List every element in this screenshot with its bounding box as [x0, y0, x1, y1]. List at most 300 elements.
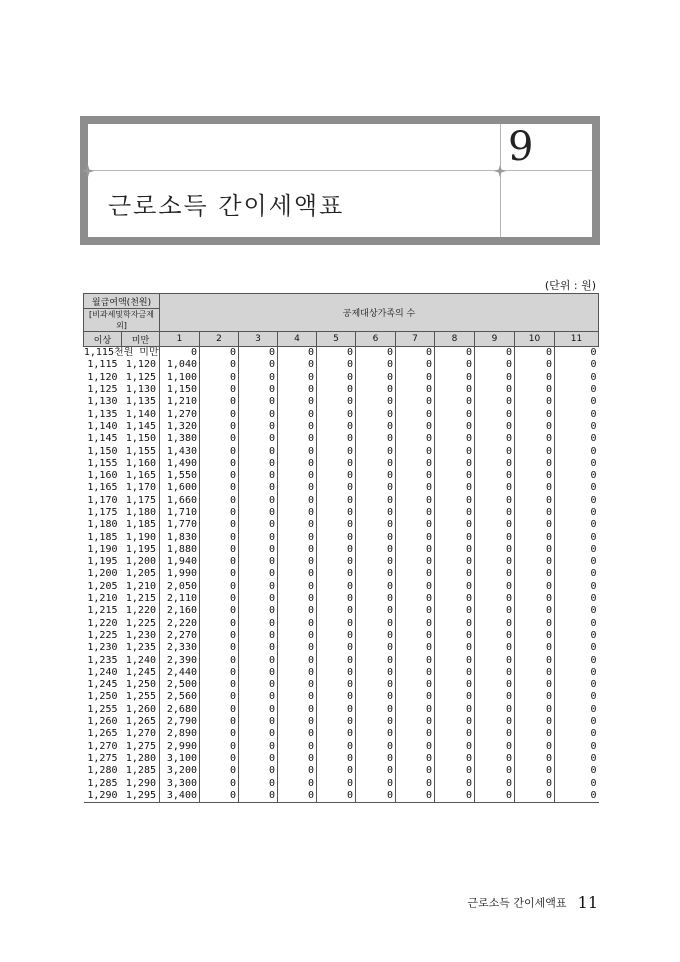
column-header-dependents: 1	[160, 332, 200, 347]
tax-cell: 0	[555, 704, 599, 716]
tax-cell: 0	[475, 679, 515, 691]
table-row	[84, 458, 599, 470]
tax-cell: 0	[317, 593, 356, 605]
range-high-cell: 1,170	[125, 482, 156, 494]
tax-cell: 0	[475, 396, 515, 408]
tax-cell: 0	[278, 531, 317, 543]
tax-cell: 0	[515, 765, 555, 777]
tax-cell: 0	[239, 372, 278, 384]
chapter-number: 9	[508, 124, 534, 170]
tax-cell: 0	[396, 642, 435, 654]
tax-cell-1: 2,220	[160, 618, 200, 630]
range-high-cell: 1,195	[125, 543, 156, 555]
tax-cell: 0	[555, 728, 599, 740]
tax-cell: 0	[278, 593, 317, 605]
range-low-cell: 1,235	[87, 654, 118, 666]
column-header-dependents: 2	[200, 332, 239, 347]
range-high-cell: 1,235	[125, 642, 156, 654]
table-row	[84, 667, 599, 679]
tax-cell: 0	[435, 667, 475, 679]
tax-table-body	[84, 347, 599, 803]
table-row	[84, 359, 599, 371]
tax-cell: 0	[435, 605, 475, 617]
tax-cell: 0	[515, 654, 555, 666]
range-low-cell: 1,240	[87, 666, 118, 678]
tax-cell: 0	[555, 458, 599, 470]
range-low-cell: 1,195	[87, 556, 118, 568]
range-low-cell: 1,225	[87, 629, 118, 641]
tax-cell: 0	[475, 482, 515, 494]
tax-cell: 0	[515, 507, 555, 519]
table-row	[84, 421, 599, 433]
tax-cell: 0	[555, 445, 599, 457]
tax-cell: 0	[278, 618, 317, 630]
tax-cell: 0	[515, 421, 555, 433]
table-cell: 0	[435, 347, 475, 360]
range-high-cell: 1,210	[125, 580, 156, 592]
table-row	[84, 618, 599, 630]
tax-cell-1: 2,390	[160, 654, 200, 666]
tax-cell: 0	[278, 765, 317, 777]
tax-cell: 0	[515, 593, 555, 605]
tax-cell: 0	[278, 581, 317, 593]
tax-cell: 0	[200, 458, 239, 470]
tax-cell: 0	[356, 458, 396, 470]
table-row	[84, 433, 599, 445]
tax-cell: 0	[515, 384, 555, 396]
footer-title: 근로소득 간이세액표	[467, 896, 567, 910]
tax-cell: 0	[435, 507, 475, 519]
column-header-dependents: 10	[515, 332, 555, 347]
tax-cell-1: 3,100	[160, 753, 200, 765]
table-row	[84, 544, 599, 556]
tax-cell: 0	[200, 618, 239, 630]
tax-cell: 0	[356, 507, 396, 519]
range-low-cell: 1,155	[87, 457, 118, 469]
tax-cell: 0	[435, 359, 475, 371]
tax-cell: 0	[555, 556, 599, 568]
tax-cell: 0	[317, 568, 356, 580]
tax-cell: 0	[200, 556, 239, 568]
tax-cell: 0	[515, 667, 555, 679]
range-low-cell: 1,220	[87, 617, 118, 629]
tax-cell: 0	[396, 470, 435, 482]
tax-cell: 0	[200, 581, 239, 593]
tax-cell: 0	[435, 716, 475, 728]
tax-cell: 0	[200, 384, 239, 396]
tax-cell: 0	[555, 421, 599, 433]
tax-cell-1: 2,890	[160, 728, 200, 740]
tax-cell: 0	[317, 359, 356, 371]
tax-cell: 0	[396, 765, 435, 777]
tax-cell: 0	[396, 753, 435, 765]
tax-cell: 0	[435, 495, 475, 507]
range-high-cell: 1,125	[125, 371, 156, 383]
tax-cell: 0	[239, 716, 278, 728]
tax-cell: 0	[475, 753, 515, 765]
range-low-cell: 1,165	[87, 482, 118, 494]
tax-cell: 0	[555, 531, 599, 543]
tax-cell: 0	[278, 384, 317, 396]
tax-cell: 0	[239, 765, 278, 777]
table-row	[84, 408, 599, 420]
tax-cell: 0	[317, 753, 356, 765]
tax-cell: 0	[475, 581, 515, 593]
tax-cell: 0	[200, 408, 239, 420]
range-high-cell: 1,150	[125, 433, 156, 445]
tax-cell: 0	[435, 421, 475, 433]
tax-cell: 0	[396, 581, 435, 593]
range-low-cell: 1,230	[87, 642, 118, 654]
tax-cell: 0	[475, 630, 515, 642]
tax-cell: 0	[515, 679, 555, 691]
header-dependents: 공제대상가족의 수	[160, 294, 599, 332]
tax-cell: 0	[435, 568, 475, 580]
tax-cell-1: 2,560	[160, 691, 200, 703]
table-row	[84, 556, 599, 568]
tax-cell: 0	[317, 630, 356, 642]
tax-cell: 0	[239, 458, 278, 470]
tax-cell: 0	[200, 531, 239, 543]
range-low-cell: 1,250	[87, 691, 118, 703]
chapter-title-panel	[88, 124, 592, 237]
tax-cell: 0	[278, 458, 317, 470]
tax-cell: 0	[356, 372, 396, 384]
tax-cell: 0	[475, 458, 515, 470]
tax-cell: 0	[515, 433, 555, 445]
tax-cell: 0	[278, 654, 317, 666]
tax-cell-1: 1,710	[160, 507, 200, 519]
tax-cell: 0	[278, 372, 317, 384]
tax-cell: 0	[278, 568, 317, 580]
tax-cell: 0	[515, 519, 555, 531]
tax-cell: 0	[475, 568, 515, 580]
tax-cell-1: 1,150	[160, 384, 200, 396]
tax-cell: 0	[435, 679, 475, 691]
range-high-cell: 1,205	[125, 568, 156, 580]
range-low-cell: 1,280	[87, 765, 118, 777]
first-row-label: 1,115천원 미만	[83, 347, 159, 359]
tax-cell: 0	[200, 741, 239, 753]
tax-cell: 0	[555, 618, 599, 630]
table-row	[84, 777, 599, 789]
tax-cell: 0	[475, 470, 515, 482]
tax-cell: 0	[475, 716, 515, 728]
tax-cell: 0	[317, 482, 356, 494]
tax-cell: 0	[278, 507, 317, 519]
tax-cell: 0	[356, 667, 396, 679]
table-row	[84, 630, 599, 642]
tax-cell: 0	[200, 593, 239, 605]
tax-cell: 0	[555, 359, 599, 371]
range-high-cell: 1,285	[125, 765, 156, 777]
tax-cell: 0	[555, 753, 599, 765]
tax-cell: 0	[475, 359, 515, 371]
range-low-cell: 1,205	[87, 580, 118, 592]
tax-cell: 0	[239, 704, 278, 716]
tax-cell: 0	[435, 777, 475, 789]
tax-cell: 0	[200, 654, 239, 666]
tax-cell: 0	[200, 667, 239, 679]
range-low-cell: 1,120	[87, 371, 118, 383]
tax-cell: 0	[200, 482, 239, 494]
tax-cell: 0	[435, 372, 475, 384]
tax-cell: 0	[435, 531, 475, 543]
range-high-cell: 1,245	[125, 666, 156, 678]
tax-cell: 0	[555, 679, 599, 691]
tax-cell: 0	[435, 458, 475, 470]
column-header-dependents: 7	[396, 332, 435, 347]
tax-cell: 0	[239, 507, 278, 519]
tax-cell: 0	[396, 691, 435, 703]
chapter-title: 근로소득 간이세액표	[108, 192, 345, 220]
tax-cell: 0	[356, 790, 396, 803]
tax-cell: 0	[396, 433, 435, 445]
tax-cell: 0	[200, 679, 239, 691]
tax-cell: 0	[200, 519, 239, 531]
tax-cell: 0	[239, 384, 278, 396]
tax-cell: 0	[278, 396, 317, 408]
tax-cell: 0	[356, 359, 396, 371]
tax-cell: 0	[396, 593, 435, 605]
range-low-cell: 1,115	[87, 359, 118, 371]
range-high-cell: 1,145	[125, 420, 156, 432]
tax-cell: 0	[435, 630, 475, 642]
tax-cell: 0	[475, 618, 515, 630]
tax-cell: 0	[396, 728, 435, 740]
column-header-dependents: 11	[555, 332, 599, 347]
range-high-cell: 1,240	[125, 654, 156, 666]
tax-cell: 0	[239, 777, 278, 789]
header-salary-range	[84, 294, 160, 309]
table-row	[84, 654, 599, 666]
tax-cell: 0	[475, 728, 515, 740]
tax-cell: 0	[200, 753, 239, 765]
tax-cell: 0	[396, 408, 435, 420]
tax-cell: 0	[200, 470, 239, 482]
tax-cell: 0	[317, 544, 356, 556]
star-ornament-icon	[494, 165, 506, 177]
tax-cell: 0	[317, 372, 356, 384]
tax-cell: 0	[356, 618, 396, 630]
chapter-title-box	[80, 116, 600, 245]
tax-cell: 0	[475, 741, 515, 753]
table-row	[84, 716, 599, 728]
tax-cell: 0	[515, 704, 555, 716]
tax-cell: 0	[396, 654, 435, 666]
tax-cell: 0	[200, 568, 239, 580]
tax-cell: 0	[200, 396, 239, 408]
tax-cell: 0	[396, 495, 435, 507]
table-row	[84, 605, 599, 617]
range-high-cell: 1,220	[125, 605, 156, 617]
tax-cell: 0	[475, 605, 515, 617]
tax-cell: 0	[356, 630, 396, 642]
tax-cell: 0	[396, 704, 435, 716]
tax-cell: 0	[515, 691, 555, 703]
tax-cell: 0	[475, 593, 515, 605]
tax-cell: 0	[200, 630, 239, 642]
tax-cell: 0	[317, 433, 356, 445]
column-header-dependents: 5	[317, 332, 356, 347]
tax-cell: 0	[356, 408, 396, 420]
tax-cell: 0	[317, 421, 356, 433]
tax-cell: 0	[396, 531, 435, 543]
tax-cell: 0	[555, 507, 599, 519]
tax-cell: 0	[435, 482, 475, 494]
tax-cell: 0	[200, 728, 239, 740]
tax-cell: 0	[515, 618, 555, 630]
tax-cell: 0	[239, 790, 278, 803]
column-header-dependents: 4	[278, 332, 317, 347]
tax-cell: 0	[278, 667, 317, 679]
tax-cell: 0	[278, 790, 317, 803]
tax-cell: 0	[515, 728, 555, 740]
tax-cell: 0	[356, 716, 396, 728]
tax-cell: 0	[555, 482, 599, 494]
tax-cell: 0	[475, 384, 515, 396]
tax-cell: 0	[356, 753, 396, 765]
tax-cell: 0	[239, 482, 278, 494]
range-low-cell: 1,190	[87, 543, 118, 555]
tax-cell: 0	[317, 408, 356, 420]
range-low-cell: 1,160	[87, 470, 118, 482]
range-high-cell: 1,215	[125, 593, 156, 605]
tax-cell-1: 1,040	[160, 359, 200, 371]
range-low-cell: 1,125	[87, 384, 118, 396]
tax-cell-1: 1,320	[160, 421, 200, 433]
tax-cell: 0	[200, 445, 239, 457]
tax-cell: 0	[239, 630, 278, 642]
tax-cell: 0	[239, 605, 278, 617]
tax-cell: 0	[435, 618, 475, 630]
header-salary-range-sub: [비과세및학자금제외]	[84, 309, 160, 332]
tax-cell: 0	[515, 753, 555, 765]
tax-cell: 0	[515, 408, 555, 420]
tax-cell: 0	[555, 581, 599, 593]
tax-cell: 0	[278, 445, 317, 457]
tax-cell: 0	[200, 507, 239, 519]
tax-cell: 0	[317, 691, 356, 703]
tax-cell: 0	[356, 654, 396, 666]
page-footer	[467, 892, 598, 912]
tax-cell: 0	[475, 544, 515, 556]
range-low-cell: 1,260	[87, 716, 118, 728]
tax-cell: 0	[278, 470, 317, 482]
range-high-cell: 1,250	[125, 679, 156, 691]
tax-cell-1: 2,110	[160, 593, 200, 605]
tax-cell: 0	[278, 728, 317, 740]
tax-cell: 0	[356, 519, 396, 531]
tax-cell: 0	[239, 593, 278, 605]
range-low-cell: 1,200	[87, 568, 118, 580]
tax-cell-1: 3,300	[160, 777, 200, 789]
tax-cell: 0	[317, 790, 356, 803]
tax-cell: 0	[396, 396, 435, 408]
tax-cell: 0	[278, 741, 317, 753]
table-cell: 0	[356, 347, 396, 360]
tax-cell: 0	[278, 433, 317, 445]
table-row	[84, 384, 599, 396]
tax-cell: 0	[278, 421, 317, 433]
tax-cell: 0	[239, 568, 278, 580]
tax-cell-1: 1,270	[160, 408, 200, 420]
tax-cell: 0	[435, 581, 475, 593]
tax-cell: 0	[356, 470, 396, 482]
tax-cell: 0	[356, 531, 396, 543]
tax-cell: 0	[475, 642, 515, 654]
tax-cell: 0	[239, 544, 278, 556]
tax-cell: 0	[239, 531, 278, 543]
tax-cell: 0	[239, 728, 278, 740]
column-header-low: 이상	[84, 332, 122, 347]
tax-cell: 0	[200, 605, 239, 617]
table-row	[84, 728, 599, 740]
tax-cell: 0	[239, 495, 278, 507]
tax-cell: 0	[435, 728, 475, 740]
tax-cell: 0	[396, 507, 435, 519]
range-high-cell: 1,160	[125, 457, 156, 469]
tax-cell-1: 1,100	[160, 372, 200, 384]
tax-cell: 0	[239, 556, 278, 568]
tax-cell-1: 1,830	[160, 531, 200, 543]
tax-cell: 0	[396, 482, 435, 494]
tax-cell: 0	[435, 753, 475, 765]
tax-cell: 0	[317, 495, 356, 507]
tax-cell: 0	[396, 790, 435, 803]
tax-cell: 0	[317, 470, 356, 482]
tax-cell-1: 2,440	[160, 667, 200, 679]
table-row	[84, 679, 599, 691]
tax-cell-1: 1,660	[160, 495, 200, 507]
tax-cell: 0	[317, 728, 356, 740]
tax-cell-1: 2,160	[160, 605, 200, 617]
tax-cell: 0	[239, 433, 278, 445]
range-high-cell: 1,290	[125, 777, 156, 789]
range-high-cell: 1,225	[125, 617, 156, 629]
range-high-cell: 1,255	[125, 691, 156, 703]
column-header-row	[84, 332, 599, 347]
column-header-high: 미만	[122, 332, 160, 347]
tax-cell: 0	[515, 556, 555, 568]
tax-cell-1: 2,680	[160, 704, 200, 716]
range-high-cell: 1,260	[125, 703, 156, 715]
tax-cell: 0	[515, 445, 555, 457]
tax-cell: 0	[356, 568, 396, 580]
tax-cell: 0	[555, 642, 599, 654]
tax-cell: 0	[435, 544, 475, 556]
tax-cell: 0	[239, 691, 278, 703]
tax-cell: 0	[515, 359, 555, 371]
tax-cell: 0	[515, 470, 555, 482]
tax-cell: 0	[356, 679, 396, 691]
tax-cell-1: 2,270	[160, 630, 200, 642]
tax-cell: 0	[475, 765, 515, 777]
tax-cell: 0	[239, 642, 278, 654]
tax-cell: 0	[278, 630, 317, 642]
tax-cell: 0	[239, 679, 278, 691]
tax-cell: 0	[435, 384, 475, 396]
range-low-cell: 1,265	[87, 728, 118, 740]
table-row-first	[84, 347, 599, 360]
tax-cell: 0	[278, 642, 317, 654]
tax-cell: 0	[515, 544, 555, 556]
tax-cell: 0	[435, 593, 475, 605]
table-cell: 0	[396, 347, 435, 360]
tax-cell: 0	[356, 544, 396, 556]
tax-cell: 0	[475, 704, 515, 716]
tax-cell: 0	[278, 519, 317, 531]
